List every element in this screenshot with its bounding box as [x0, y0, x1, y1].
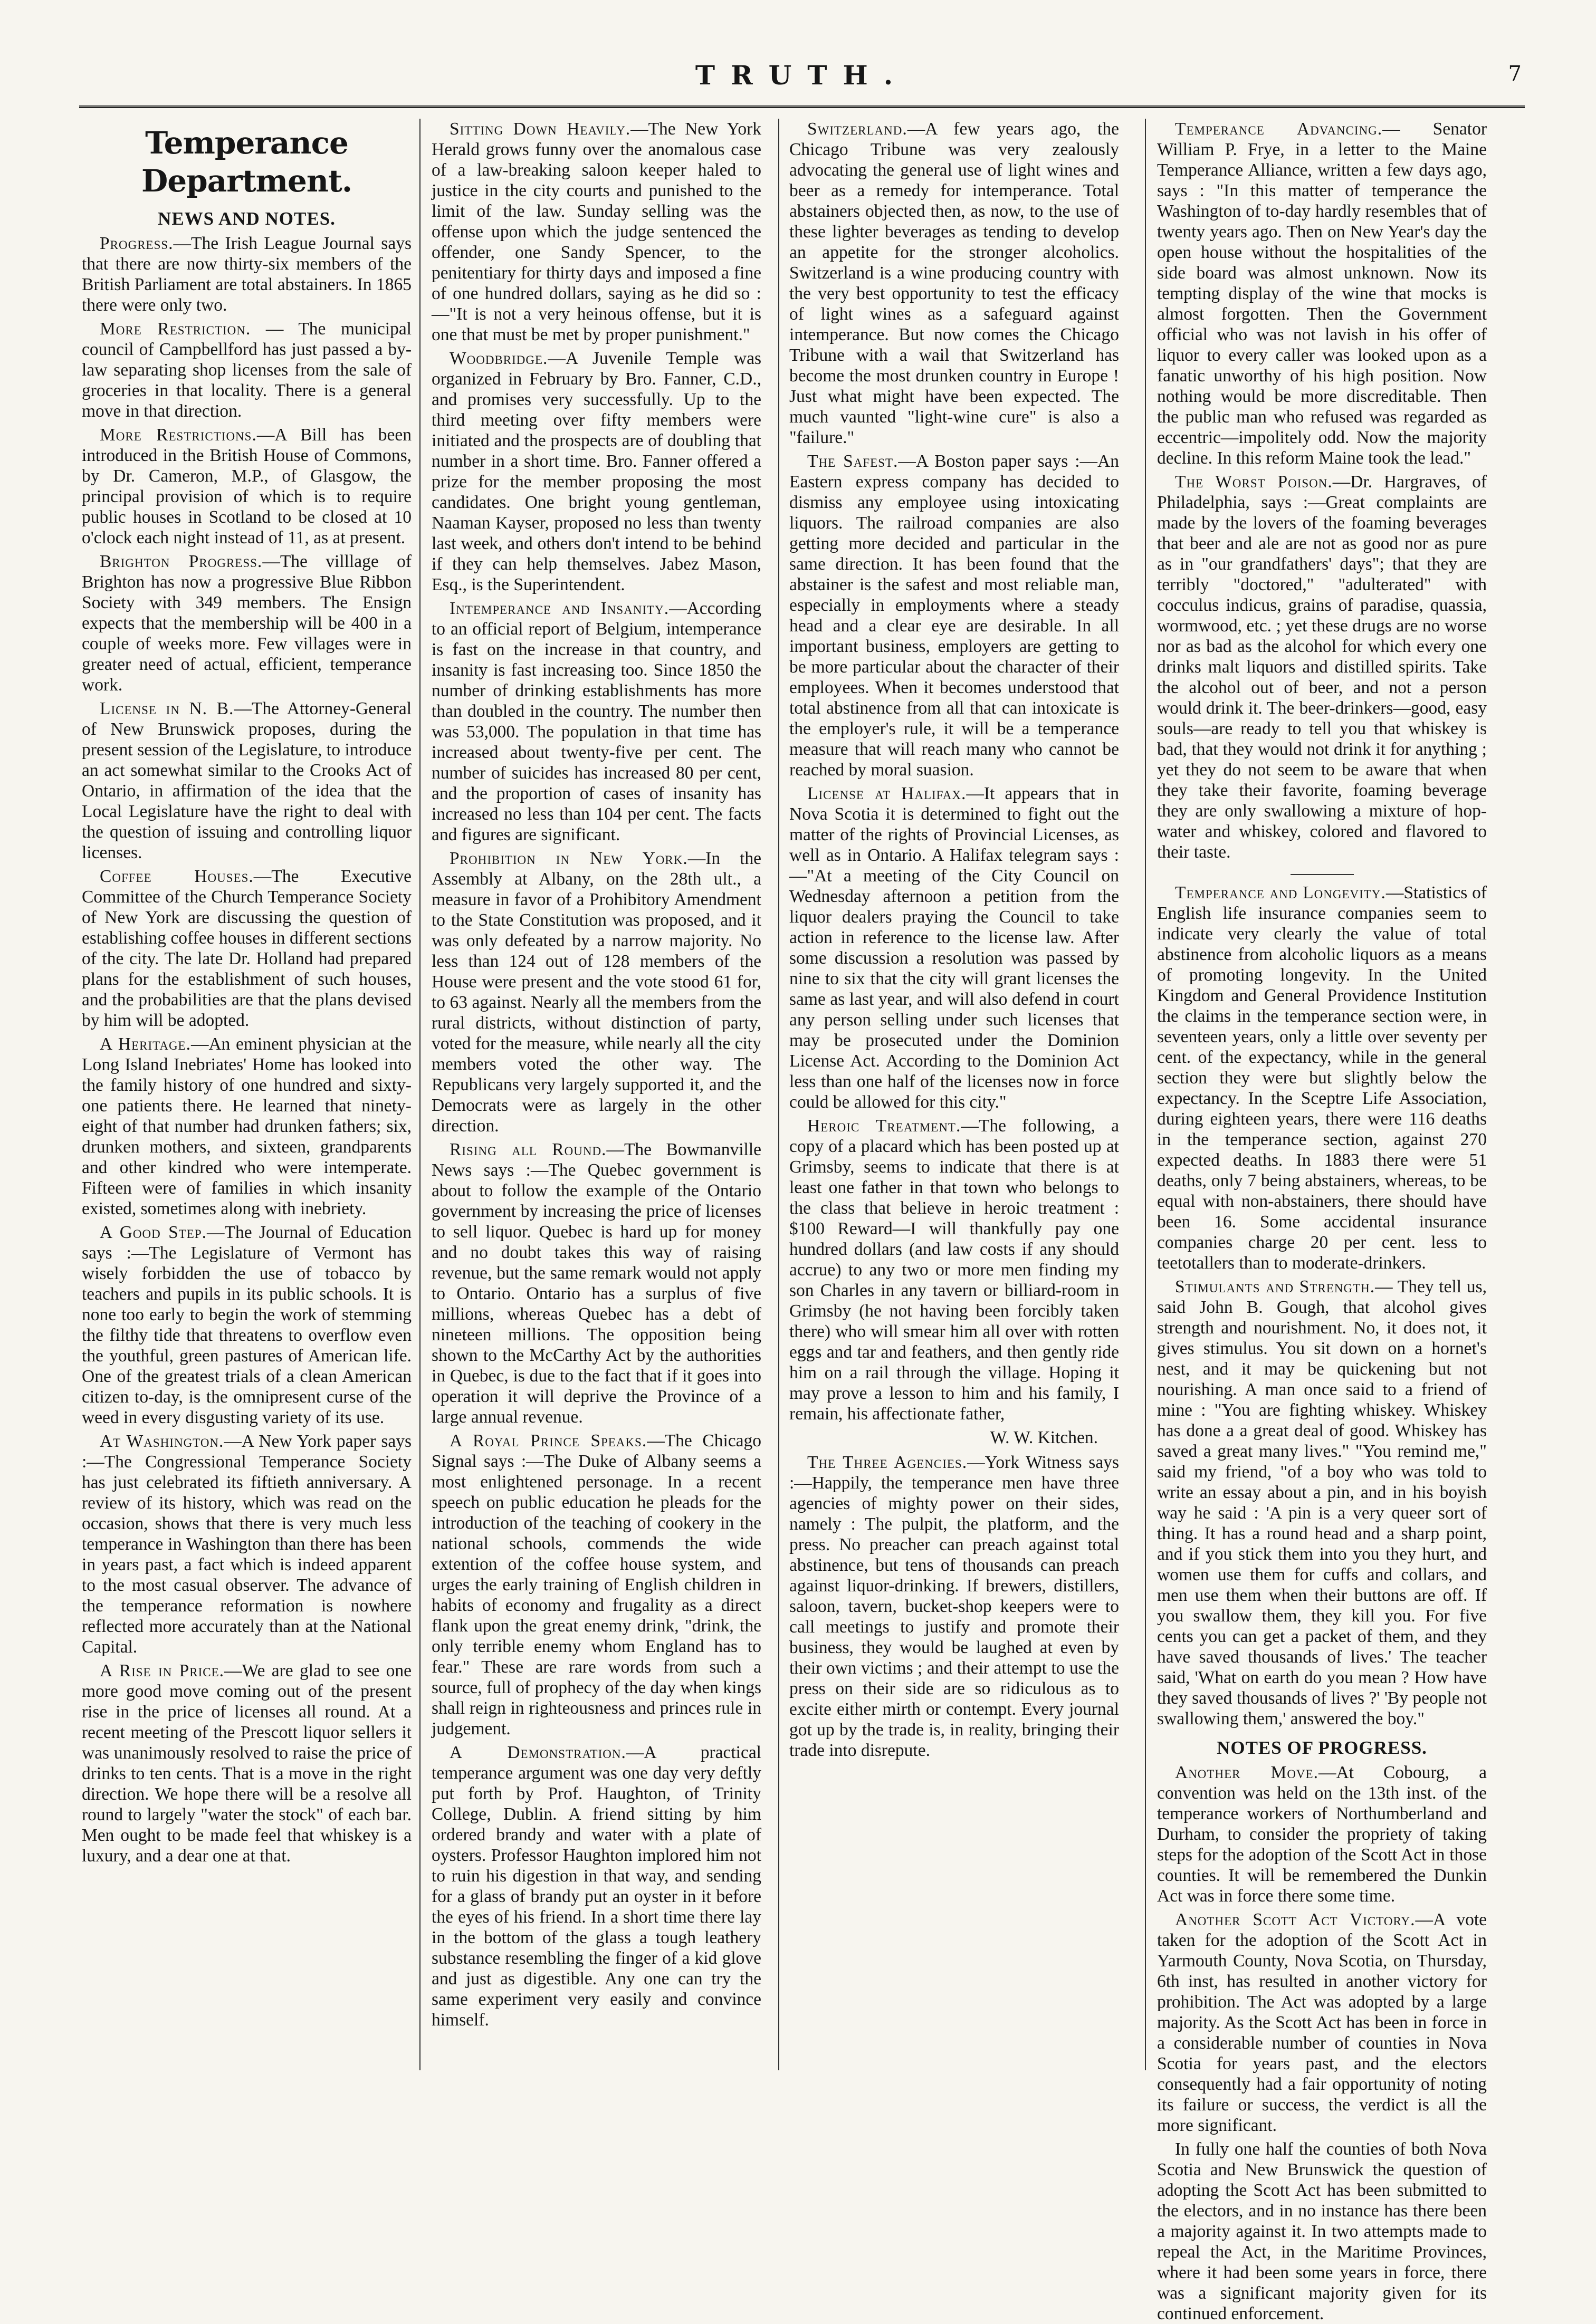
- page-number: 7: [1508, 62, 1522, 86]
- column-rule: [419, 119, 420, 2070]
- article-kicker: Another Scott Act Victory.: [1175, 1910, 1416, 1929]
- article-paragraph: [789, 1116, 1119, 1424]
- article-text: —The Bowmanville News says :—The Quebec government is about to follow the example of the Ontario government by increasing the price of licenses to sell liquor. Quebec is hard up for money and no doubt takes this way of raising revenue, but the same remark would not apply to Ontario. Ontario has a surplus of five millions, whereas Quebec has a debt of nineteen millions. The opposition being shown to the McCarthy Act by the authorities in Quebec, is due to the fact that if it goes into operation it will deprive the Province of a large annual revenue.: [432, 1140, 761, 1427]
- article-paragraph: [82, 1034, 412, 1219]
- article-kicker: The Three Agencies.: [807, 1453, 968, 1472]
- article-paragraph: [82, 698, 412, 863]
- article-kicker: Heroic Treatment.: [807, 1116, 961, 1136]
- article-text: —The Attorney-General of New Brunswick proposes, during the present session of the Legislature, to introduce an act somewhat similar to the Crooks Act of Ontario, in affirmation of the idea that the Local Legislature have the right to deal with the question of issuing and controlling liquor licenses.: [82, 699, 412, 862]
- article-paragraph: [1157, 882, 1487, 1273]
- article-kicker: Brighton Progress.: [100, 552, 263, 571]
- article-paragraph: [1157, 1762, 1487, 1906]
- article-text: —The Chicago Signal says :—The Duke of Albany seems a most enlightened personage. In a recent speech on public education he pleads for the introduction of the teaching of cookery in the national schools, commends the wide extention of the coffee house system, and urges the early training of English children in habits of economy and frugality as a direct flank upon the great enemy drink, "drink, the only terrible enemy whom England has to fear." These are rare words from such a source, full of prophecy of the day when kings shall reign in righteousness and princes rule in judgement.: [432, 1431, 761, 1739]
- article-paragraph: [82, 319, 412, 421]
- article-paragraph: [1157, 472, 1487, 862]
- article-paragraph: [789, 1452, 1119, 1761]
- article-text: —The following, a copy of a placard which has been posted up at Grimsby, seems to indicate that there is at least one father in that town who belongs to the class that believe in heroic treatment : $100 Reward—I will thankfully pay one hundred dollars (and law costs if any should accrue) to any two or more men finding my son Charles in any tavern or billiard-room in Grimsby (he not having been forcibly taken there) who will smear him all over with rotten eggs and tar and feathers, and then gently ride him on a rail through the village. Hoping it may prove a lesson to him and his family, I remain, his affectionate father,: [789, 1116, 1119, 1424]
- article-kicker: A Royal Prince Speaks.: [450, 1431, 647, 1451]
- article-kicker: Another Move.: [1175, 1763, 1318, 1782]
- article-text: —A Boston paper says :—An Eastern express company has decided to dismiss any employee using intoxicating liquors. The railroad companies are also getting more decided and particular in the same direction. It has been found that the abstainer is the safest and most reliable man, especially in employments where a steady head and a clear eye are desirable. In all important business, employers are getting to be more particular about the character of their employees. When it becomes understood that total abstinence from all that can intoxicate is the employer's rule, it will be a temperance measure that will reach many who cannot be reached by moral suasion.: [789, 452, 1120, 780]
- article-text: — The municipal council of Campbellford has just passed a by-law separating shop licenses from the sale of groceries in that locality. There is a general move in that direction.: [82, 319, 412, 421]
- column-3: [789, 119, 1119, 2070]
- article-paragraph: [1157, 119, 1487, 468]
- article-text: —A Juvenile Temple was organized in February by Bro. Fanner, C.D., and promises very successfully. Up to the third meeting over fifty members were initiated and the prospects are of doubling that number in a short time. Bro. Fanner offered a prize for the member proposing the most candidates. One bright young gentleman, Naaman Kayser, proposed no less than twenty last week, and others don't intend to be behind if they can help themselves. Jabez Mason, Esq., is the Superintendent.: [432, 349, 761, 594]
- article-paragraph: [1157, 1276, 1487, 1729]
- article-text: —The villlage of Brighton has now a progressive Blue Ribbon Society with 349 members. The Ensign expects that the membership will be 400 in a couple of weeks more. Few villages were in greater need of actual, efficient, temperance work.: [82, 552, 412, 695]
- article-kicker: Intemperance and Insanity.: [450, 599, 670, 618]
- article-text: —An eminent physician at the Long Island Inebriates' Home has looked into the family history of one hundred and sixty-one patients there. He learned that ninety-eight of that number had drunken fathers; six, drunken mothers, and sixteen, grandparents and other kindred who were intemperate. Fifteen were of families in which insanity existed, sometimes along with inebriety.: [82, 1034, 412, 1218]
- article-paragraph: [789, 783, 1119, 1112]
- article-paragraph: [432, 848, 761, 1136]
- article-text: —The Journal of Education says :—The Legislature of Vermont has wisely forbidden the use of tobacco by teachers and pupils in its public schools. It is none too early to begin the work of stemming the filthy tide that threatens to overflow even the youthful, green pastures of American life. One of the greatest trials of a clean American citizen to-day, is the omnipresent curse of the weed in every disgusting variety of its use.: [82, 1223, 412, 1427]
- article-kicker: Sitting Down Heavily.: [450, 119, 631, 139]
- article-text: —A Bill has been introduced in the British House of Commons, by Dr. Cameron, M.P., of Glasgow, the principal provision of which is to require public houses in Scotland to be closed at 10 o'clock each night instead of 11, as at present.: [82, 425, 412, 548]
- article-kicker: A Rise in Price.: [100, 1661, 225, 1680]
- article-kicker: The Worst Poison.: [1175, 472, 1333, 492]
- article-text: —It appears that in Nova Scotia it is determined to fight out the matter of the rights of Provincial Licenses, as well as in Ontario. A Halifax telegram says :—"At a meeting of the City Council on Wednesday afternoon a petition from the liquor dealers praying the Council to take action in reference to the license law. After some discussion a resolution was passed by nine to six that the city will grant licenses the same as last year, and will also defend in court any person selling under such licenses that may be prosecuted under the Dominion License Act. According to the Dominion Act less than one half of the licenses now in force could be allowed for this city.": [789, 784, 1120, 1112]
- masthead: TRUTH.: [695, 60, 909, 91]
- column-4: [1157, 119, 1487, 2323]
- article-paragraph: [789, 451, 1119, 780]
- article-paragraph: [432, 1139, 761, 1427]
- article-kicker: Woodbridge.: [450, 349, 548, 368]
- article-kicker: Rising all Round.: [450, 1140, 607, 1159]
- article-paragraph: [789, 119, 1119, 448]
- article-text: — They tell us, said John B. Gough, that alcohol gives strength and nourishment. No, it does not, it gives stimulus. You sit down on a hornet's nest, and it may be quickening but not nourishing. A man once said to a friend of mine : "You are fighting whiskey. Whiskey has done a a great deal of good. Whiskey has saved a great many lives." "You remind me," said my friend, "of a boy who was told to write an essay about a pin, and in his boyish way he said : 'A pin is a very queer sort of thing. It has a round head and a sharp point, and if you stick them into you they hurt, and women use them for cuffs and collars, and men use them when their buttons are off. If you swallow them, they kill you. For five cents you can get a packet of them, and they have saved thousands of lives.' The teacher said, 'What on earth do you mean ? How have they saved thousands of lives ?' 'By people not swallowing them,' answered the boy.": [1157, 1277, 1487, 1728]
- article-kicker: More Restrictions.: [100, 425, 257, 445]
- article-kicker: More Restriction.: [100, 319, 251, 339]
- section-title-progress: NOTES OF PROGRESS.: [1217, 1737, 1427, 1758]
- article-text: —We are glad to see one more good move coming out of the present rise in the price of licenses all round. At a recent meeting of the Prescott liquor sellers it was unanimously resolved to raise the price of drinks to ten cents. That is a move in the right direction. We hope there will be a resolve all round to largely "water the stock" of each bar. Men ought to be made feel that whiskey is a luxury, and a dear one at that.: [82, 1661, 412, 1866]
- article-paragraph: [82, 1222, 412, 1428]
- article-paragraph: [432, 119, 761, 345]
- article-paragraph: [82, 551, 412, 695]
- article-paragraph: [82, 866, 412, 1031]
- article-kicker: Progress.: [100, 234, 174, 253]
- article-kicker: Stimulants and Strength.: [1175, 1277, 1375, 1297]
- article-kicker: At Washington.: [100, 1432, 224, 1451]
- column-rule: [778, 119, 779, 2070]
- article-text: —In the Assembly at Albany, on the 28th ult., a measure in favor of a Prohibitory Amendment to the State Constitution was proposed, and it was only defeated by a narrow majority. No less than 124 out of 128 members of the House were present and the vote stood 61 for, to 63 against. Nearly all the members from the rural districts, without distinction of party, voted for the measure, while nearly all the city members voted the other way. The Republicans very largely supported it, and the Democrats were as largely in the other direction.: [432, 849, 761, 1136]
- article-kicker: License in N. B.: [100, 699, 234, 718]
- article-paragraph: [82, 425, 412, 548]
- article-text: —The Irish League Journal says that there are now thirty-six members of the British Parliament are total abstainers. In 1865 there were only two.: [82, 234, 412, 315]
- article-paragraph: [82, 233, 412, 315]
- header-rule: [79, 105, 1525, 110]
- article-text: —The Executive Committee of the Church Temperance Society of New York are discussing the question of establishing coffee houses in different sections of the city. The late Dr. Holland had prepared plans for the establishment of such houses, and the probabilities are that the plans devised by him will be adopted.: [82, 867, 412, 1030]
- article-kicker: Coffee Houses.: [100, 867, 254, 886]
- article-paragraph: [82, 1431, 412, 1657]
- article-text: — Senator William P. Frye, in a letter to the Maine Temperance Alliance, written a few days ago, says : "In this matter of temperance the Washington of to-day hardly resembles that of twenty years ago. Then on New Year's day the open house without the hospitalities of the side board was almost unknown. Now its tempting display of the wine that mocks is almost forgotten. Then the Government official who was not lavish in his offer of liquor to every caller was looked upon as a fanatic unworthy of his high position. Now nothing would be more discreditable. Then the public man who refused was regarded as eccentric—impolitely odd. Now the majority decline. In this reform Maine took the lead.": [1157, 119, 1487, 468]
- article-text: —A New York paper says :—The Congressional Temperance Society has just celebrated its fiftieth anniversary. A review of its history, which was read on the occasion, shows that there is very much less temperance in Washington than there has been in years past, a fact which is indeed apparent to the most casual observer. The advance of the temperance reformation is nowhere reflected more accurately than at the National Capital.: [82, 1432, 412, 1657]
- signature: [789, 1427, 1098, 1448]
- article-kicker: License at Halifax.: [807, 784, 967, 803]
- section-divider: [1291, 874, 1354, 875]
- article-kicker: A Demonstration.: [450, 1743, 626, 1762]
- article-text: In fully one half the counties of both Nova Scotia and New Brunswick the question of adopting the Scott Act has been submitted to the electors, and in no instance has there been a majority against it. In two attempts made to repeal the Act, in the Maritime Provinces, where it had been some years in force, there was a significant majority given for its continued enforcement.: [1157, 2139, 1487, 2323]
- article-text: W. W. Kitchen.: [990, 1428, 1098, 1447]
- article-kicker: The Safest.: [807, 452, 899, 471]
- article-text: —Statistics of English life insurance companies seem to indicate very clearly the value of total abstinence from alcoholic liquors as a means of promoting longevity. In the United Kingdom and General Providence Institution the claims in the temperance section were, in seventeen years, only a little over seventy per cent. of the expectancy, while in the general section they were but slightly below the expectancy. In the Sceptre Life Association, during eighteen years, there were 116 deaths in the temperance section, against 270 expected deaths. In 1883 there were 51 deaths, only 7 being abstainers, whereas, to be equal with non-abstainers, there should have been 16. Some accidental insurance companies charge 20 per cent. less to teetotallers than to moderate-drinkers.: [1157, 883, 1487, 1273]
- article-text: —A vote taken for the adoption of the Scott Act in Yarmouth County, Nova Scotia, on Thursday, 6th inst, has resulted in another victory for prohibition. The Act was adopted by a large majority. As the Scott Act has been in force in a considerable number of counties in Nova Scotia for years past, and the electors consequently had a fair opportunity of noting its failure or success, the verdict is all the more significant.: [1157, 1910, 1487, 2135]
- article-kicker: Temperance and Longevity.: [1175, 883, 1386, 902]
- article-paragraph: [1157, 2139, 1487, 2324]
- section-title-news: NEWS AND NOTES.: [158, 208, 336, 229]
- article-text: —York Witness says :—Happily, the temperance men have three agencies of mighty power on their sides, namely : The pulpit, the platform, and the press. No preacher can preach against total abstinence, but tens of thousands can preach against liquor-drinking. If brewers, distillers, saloon, tavern, bucket-shop keepers were to call meetings to justify and promote their business, they would be laughed at even by their own victims ; and their attempt to use the press on their side are so ridiculous as to excite either mirth or contempt. Every journal got up by the trade is, in reality, bringing their trade into disrepute.: [789, 1453, 1119, 1760]
- article-paragraph: [432, 598, 761, 845]
- article-text: —According to an official report of Belgium, intemperance is fast on the increase in that country, and insanity is fast increasing too. Since 1850 the number of drinking establishments has more than doubled in the country. The number then was 53,000. The population in that time has increased about twenty-five per cent. The number of suicides has increased 80 per cent, and the proportion of cases of insanity has increased no less than 104 per cent. The facts and figures are significant.: [432, 599, 761, 844]
- article-paragraph: [82, 1660, 412, 1866]
- article-kicker: Switzerland.: [807, 119, 907, 139]
- article-text: —Dr. Hargraves, of Philadelphia, says :—Great complaints are made by the lovers of the foaming beverages that beer and ale are not as good nor as pure as in "our grandfathers' days"; that they are terribly "doctored," "adulterated" with cocculus indicus, grains of paradise, quassia, wormwood, etc. ; yet these drugs are no worse nor as bad as the alcohol for which every one drinks malt liquors and distilled spirits. Take the alcohol out of beer, and not a person would drink it. The beer-drinkers—good, easy souls—are ready to tell you that whiskey is bad, that they would not drink it for anything ; yet they do not seem to be aware that when they take their favorite, foaming beverage they are only swallowing a mixture of hop-water and whiskey, colored and flavored to their taste.: [1157, 472, 1487, 862]
- article-kicker: Temperance Advancing.: [1175, 119, 1383, 139]
- department-title: Temperance Department.: [141, 125, 352, 199]
- page-header: [79, 50, 1525, 103]
- article-paragraph: [432, 348, 761, 595]
- article-text: —A practical temperance argument was one day very deftly put forth by Prof. Haughton, of Trinity College, Dublin. A friend sitting by him ordered brandy and water with a plate of oysters. Professor Haughton implored him not to ruin his digestion in that way, and sending for a glass of brandy put an oyster in it before the eyes of his friend. In a short time there lay in the bottom of the glass a tough leathery substance resembling the finger of a kid glove and just as digestible. Any one can try the same experiment very easily and convince himself.: [432, 1743, 761, 2030]
- column-1: [82, 119, 412, 2070]
- article-text: —At Cobourg, a convention was held on the 13th inst. of the temperance workers of Northumberland and Durham, to consider the propriety of taking steps for the adoption of the Scott Act in those counties. It will be remembered the Dunkin Act was in force there some time.: [1157, 1763, 1487, 1906]
- article-paragraph: [432, 1430, 761, 1739]
- article-paragraph: [432, 1742, 761, 2030]
- article-text: —A few years ago, the Chicago Tribune was very zealously advocating the general use of light wines and beer as a remedy for intemperance. Total abstainers objected then, as now, to the use of these lighter beverages as tending to develop an appetite for the stronger alcoholics. Switzerland is a wine producing country with the very best opportunity to test the efficacy of light wines as a safeguard against intemperance. But now comes the Chicago Tribune with a wail that Switzerland has become the most drunken country in Europe ! Just what might have been expected. The much vaunted "light-wine cure" is also a "failure.": [789, 119, 1119, 447]
- article-kicker: A Good Step.: [100, 1223, 207, 1242]
- article-kicker: A Heritage.: [100, 1034, 191, 1054]
- column-rule: [1145, 119, 1146, 2070]
- article-paragraph: [1157, 1909, 1487, 2136]
- article-text: —The New York Herald grows funny over the anomalous case of a law-breaking saloon keeper haled to justice in the city courts and punished to the limit of the law. Sunday selling was the offense upon which the judge sentenced the offender, one Sandy Spencer, to the penitentiary for thirty days and imposed a fine of one hundred dollars, saying as he did so :—"It is not a very heinous offense, but it is one that must be met by proper punishment.": [432, 119, 761, 344]
- article-kicker: Prohibition in New York.: [450, 849, 688, 868]
- column-2: [432, 119, 761, 2070]
